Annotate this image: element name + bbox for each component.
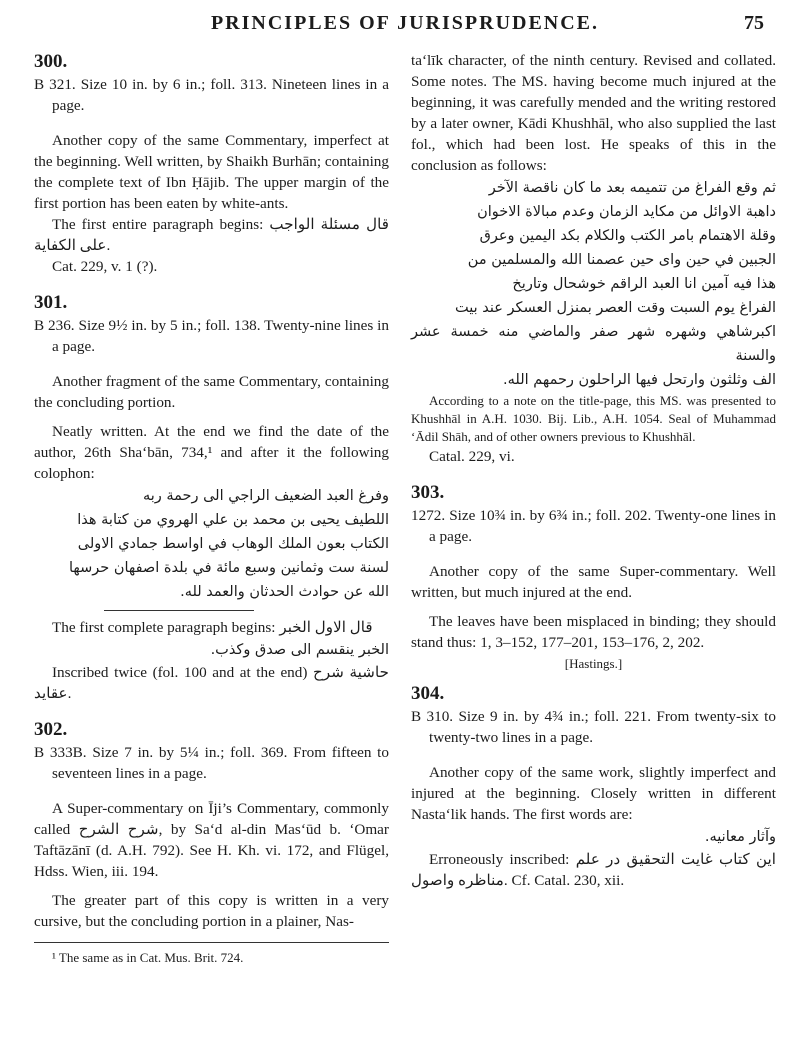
entry-303-description: Another copy of the same Super-commentary. Well written, but much injured at the end. bbox=[411, 563, 776, 601]
page-header bbox=[40, 12, 770, 42]
entry-number-301: 301. bbox=[34, 292, 68, 313]
colophon-line-1: وفرغ العبد الضعيف الراجي الى رحمة ربه bbox=[142, 488, 389, 504]
entry-300-catalogue-ref: Cat. 229, v. 1 (?). bbox=[52, 258, 158, 275]
entry-300-shelfmark: B 321. Size 10 in. by 6 in.; foll. 313. Nineteen lines in a page. bbox=[34, 76, 389, 114]
entry-301-incipit-arabic: الخبر ينقسم الى صدق وكذب. bbox=[210, 642, 389, 658]
entry-number-304: 304. bbox=[411, 683, 445, 704]
entry-301-shelfmark: B 236. Size 9½ in. by 5 in.; foll. 138. Twenty-nine lines in a page. bbox=[34, 317, 389, 355]
khushhal-note-line-4: الجبين في حين واى حين عصمنا الله والمسلمين من bbox=[467, 252, 776, 268]
entry-301-colophon-intro: Neatly written. At the end we find the date of the author, 26th Sha‘bān, 734,¹ and after it the following colophon: bbox=[34, 423, 389, 482]
entry-303-collection: [Hastings.] bbox=[564, 656, 623, 671]
footnote-rule bbox=[34, 942, 389, 943]
khushhal-note-line-8: الف وثلثون وارتحل فيها الراحلون رحمهم الله. bbox=[503, 372, 776, 388]
entry-304-description: Another copy of the same work, slightly imperfect and injured at the beginning. Closely written in different Nasta‘lik hands. The first words are: bbox=[411, 764, 776, 823]
running-title: PRINCIPLES OF JURISPRUDENCE. bbox=[210, 12, 600, 34]
entry-number-303: 303. bbox=[411, 482, 445, 503]
entry-303-binding-note: The leaves have been misplaced in binding; they should stand thus: 1, 3–152, 177–201, 153–176, 2, 202. bbox=[411, 613, 776, 651]
right-column bbox=[411, 50, 776, 891]
entry-302-script-note: The greater part of this copy is written in a very cursive, but the concluding portion in a plainer, Nas- bbox=[34, 892, 389, 930]
entry-304-inscription: Erroneously inscribed: اين كتاب غايت التحقيق در علم مناظره واصول. Cf. Catal. 230, xii. bbox=[411, 851, 776, 889]
footnote: ¹ The same as in Cat. Mus. Brit. 724. bbox=[52, 950, 244, 965]
page-number: 75 bbox=[744, 12, 764, 34]
khushhal-note-line-5: هذا فيه آمين انا العبد الراقم خوشحال وتاريخ bbox=[512, 276, 776, 292]
entry-302-description: A Super-commentary on Īji’s Commentary, commonly called شرح الشرح, by Sa‘d al-din Mas‘ūd b. ‘Omar Taftāzānī (d. A.H. 792). See H. Kh. vi. 172, and Flügel, Hdss. Wien, iii. 194. bbox=[34, 800, 389, 880]
colophon-line-4: لسنة ست وثمانين وسبع مائة في بلدة اصفهان حرسها bbox=[69, 560, 389, 576]
entry-number-302: 302. bbox=[34, 719, 68, 740]
entry-303-shelfmark: 1272. Size 10¾ in. by 6¾ in.; foll. 202. Twenty-one lines in a page. bbox=[411, 507, 776, 545]
entry-302-shelfmark: B 333B. Size 7 in. by 5¼ in.; foll. 369. From fifteen to seventeen lines in a page. bbox=[34, 744, 389, 782]
entry-300-incipit: The first entire paragraph begins: قال مسئلة الواجب على الكفاية. bbox=[34, 216, 390, 254]
divider-rule bbox=[104, 610, 254, 611]
colophon-line-5: الله عن حوادث الحدثان والعمد لله. bbox=[180, 584, 389, 600]
entry-301-inscription: Inscribed twice (fol. 100 and at the end) حاشية شرح عقايد. bbox=[34, 664, 389, 702]
entry-301-incipit: The first complete paragraph begins: قال الاول الخبر bbox=[52, 619, 373, 636]
entry-304-incipit-arabic: وآثار معانيه. bbox=[704, 829, 776, 845]
colophon-line-2: اللطيف يحيى بن محمد بن علي الهروي من كتابة هذا bbox=[77, 512, 389, 528]
khushhal-note-line-6: الفراغ يوم السبت وقت العصر بمنزل العسكر عند بيت bbox=[454, 300, 776, 316]
catalogue-ref: Catal. 229, vi. bbox=[429, 448, 515, 465]
entry-301-description: Another fragment of the same Commentary, containing the concluding portion. bbox=[34, 373, 389, 411]
khushhal-note-line-7: اكبرشاهي وشهره شهر صفر والماضي منه خمسة عشر والسنة bbox=[411, 324, 776, 364]
khushhal-note-line-3: وقلة الاهتمام بامر الكتب والكلام بكد اليمين وعرق bbox=[479, 228, 776, 244]
colophon-line-3: الكتاب بعون الملك الوهاب في اواسط جمادي الاولى bbox=[77, 536, 389, 552]
left-column bbox=[34, 50, 389, 967]
khushhal-note-line-1: ثم وقع الفراغ من تتميمه بعد ما كان ناقصة الآخر bbox=[488, 180, 776, 196]
khushhal-note-line-2: داهبة الاوائل من مكايد الزمان وعدم مبالاة الاخوان bbox=[477, 204, 776, 220]
entry-300-description: Another copy of the same Commentary, imperfect at the beginning. Well written, by Shaikh Burhān; containing the complete text of Ibn Ḥājib. The upper margin of the first portion has been eaten by white-ants. bbox=[34, 132, 389, 212]
entry-304-shelfmark: B 310. Size 9 in. by 4¾ in.; foll. 221. From twenty-six to twenty-two lines in a page. bbox=[411, 708, 776, 746]
entry-302-continuation: ta‘līk character, of the ninth century. Revised and collated. Some notes. The MS. having become much injured at the beginning, it was carefully mended and the writing restored by a later owner, Kādi Khushhāl, who also supplied the last fol., which had been lost. He speaks of this in the conclusion as follows: bbox=[411, 52, 776, 174]
title-page-note: According to a note on the title-page, this MS. was presented to Khushhāl in A.H. 1030. Bij. Lib., A.H. 1054. Seal of Muhammad ‘Ādil Shāh, and of other owners previous to Khushhāl. bbox=[411, 393, 776, 444]
entry-number-300: 300. bbox=[34, 51, 68, 72]
